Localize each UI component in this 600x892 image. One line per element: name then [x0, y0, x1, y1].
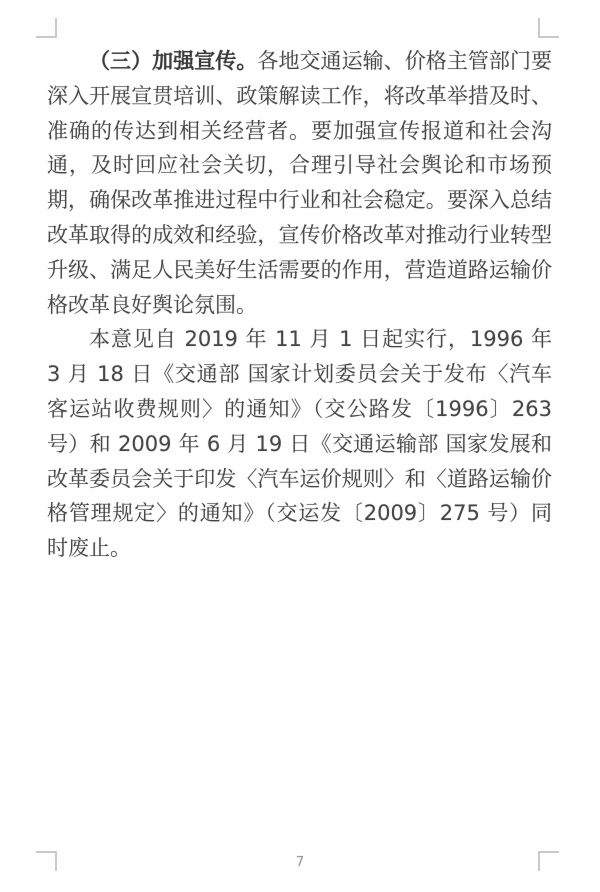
paragraph-strengthen-publicity	[47, 44, 552, 322]
page-number: 7	[295, 855, 305, 870]
paragraph-text: 本意见自 2019 年 11 月 1 日起实行，1996 年 3 月 18 日《交通部 国家计划委员会关于发布〈汽车客运站收费规则〉的通知》（交公路发〔1996〕263 号）和 2009 年 6 月 19 日《交通运输部 国家发展和改革委员会关于印发〈汽车运价规则〉和〈道路运输价格管理规定〉的通知》（交运发〔2009〕275 号）同时废止。	[47, 327, 552, 561]
document-body	[47, 44, 552, 566]
crop-mark-top-right	[538, 18, 559, 38]
paragraph-effective-date	[47, 322, 552, 566]
paragraph-text: 各地交通运输、价格主管部门要深入开展宣贯培训、政策解读工作，将改革举措及时、准确的传达到相关经营者。要加强宣传报道和社会沟通，及时回应社会关切，合理引导社会舆论和市场预期，确保改革推进过程中行业和社会稳定。要深入总结改革取得的成效和经验，宣传价格改革对推动行业转型升级、满足人民美好生活需要的作用，营造道路运输价格改革良好舆论氛围。	[47, 49, 553, 317]
crop-mark-top-left	[36, 18, 57, 38]
paragraph-lead: （三）加强宣传。	[89, 49, 258, 73]
